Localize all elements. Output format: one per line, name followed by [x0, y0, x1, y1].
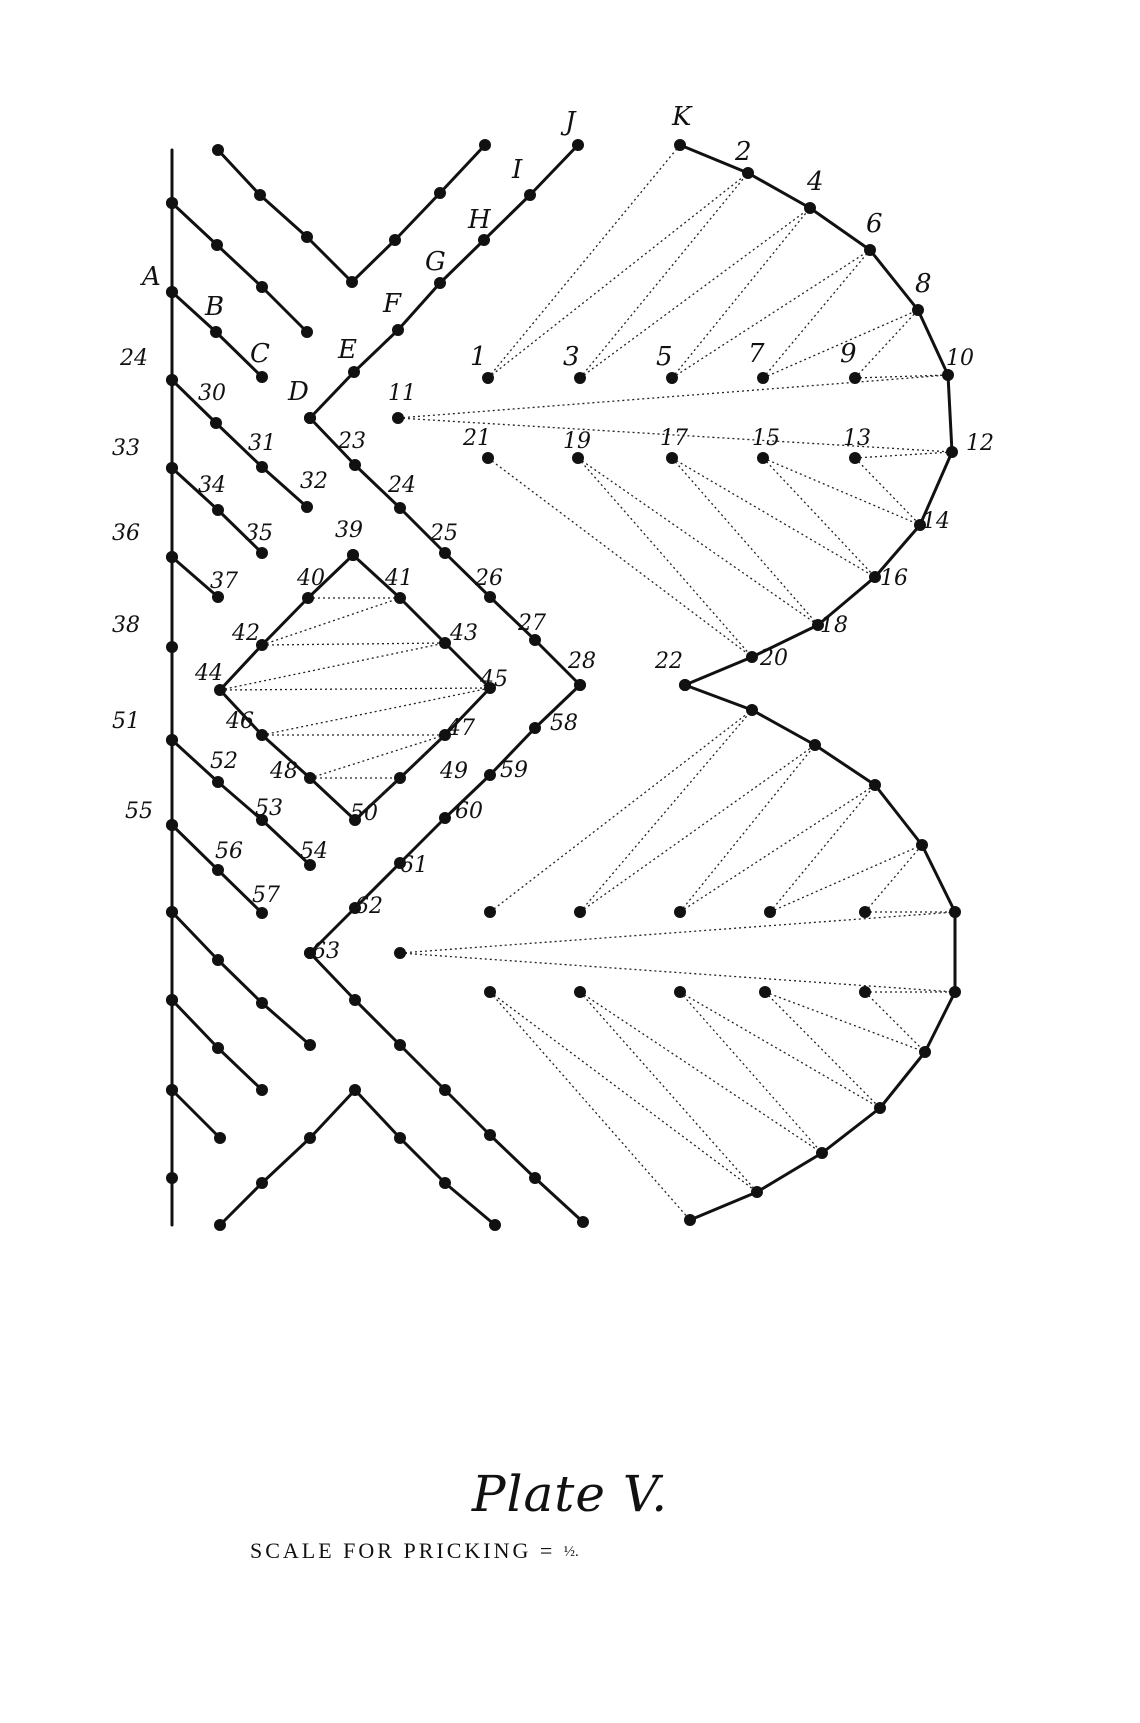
pin-dot — [392, 412, 404, 424]
pin-dot — [746, 651, 758, 663]
pin-dot — [864, 244, 876, 256]
point-label: 52 — [210, 749, 238, 774]
pin-dot — [302, 592, 314, 604]
pin-dot — [751, 1186, 763, 1198]
pin-dot — [166, 286, 178, 298]
pin-dot — [439, 1084, 451, 1096]
pin-dot — [439, 1177, 451, 1189]
pin-dot — [849, 452, 861, 464]
point-label: 51 — [112, 709, 140, 734]
pin-dot — [166, 994, 178, 1006]
pin-dot — [764, 906, 776, 918]
point-label: 26 — [475, 566, 503, 591]
fan-thread — [855, 310, 918, 378]
fan-thread — [763, 458, 920, 525]
pin-dot — [349, 459, 361, 471]
pin-dot — [859, 906, 871, 918]
point-label: 8 — [915, 269, 932, 299]
upper-fan-arc — [680, 145, 952, 685]
pin-dot — [347, 549, 359, 561]
pin-dot — [256, 547, 268, 559]
pin-dot — [394, 1132, 406, 1144]
pin-dot — [529, 1172, 541, 1184]
point-label: I — [512, 155, 523, 185]
pin-dot — [666, 372, 678, 384]
pin-dot — [572, 139, 584, 151]
pin-dot — [212, 144, 224, 156]
pin-dot — [816, 1147, 828, 1159]
pin-dot — [849, 372, 861, 384]
fan-thread — [580, 745, 815, 912]
point-label: 42 — [232, 621, 260, 646]
point-label: 24 — [120, 346, 148, 371]
point-label: 56 — [215, 839, 243, 864]
diamond-thread — [220, 688, 490, 690]
pin-dot — [166, 1084, 178, 1096]
point-label: 38 — [112, 613, 140, 638]
point-label: G — [425, 247, 446, 277]
point-label: K — [672, 102, 692, 132]
point-label: 17 — [660, 426, 688, 451]
pin-dot — [301, 326, 313, 338]
pin-dot — [212, 504, 224, 516]
fan-thread — [680, 785, 875, 912]
point-label: 43 — [450, 621, 478, 646]
fan-thread — [400, 912, 955, 953]
point-label: A — [142, 262, 161, 292]
point-label: 60 — [455, 799, 483, 824]
pin-dot — [916, 839, 928, 851]
point-label: 36 — [112, 521, 140, 546]
fan-thread — [855, 458, 920, 525]
point-label: 18 — [820, 613, 848, 638]
point-label: 22 — [655, 649, 683, 674]
pin-dot — [349, 994, 361, 1006]
pin-dot — [484, 906, 496, 918]
pin-dot — [439, 812, 451, 824]
row-lower-3 — [172, 1090, 220, 1138]
point-label: 34 — [198, 473, 226, 498]
pin-dot — [301, 501, 313, 513]
pin-dot — [256, 729, 268, 741]
point-label: 46 — [226, 709, 254, 734]
pin-dot — [684, 1214, 696, 1226]
point-label: J — [565, 107, 576, 137]
point-label: C — [250, 339, 270, 369]
point-label: 50 — [350, 801, 378, 826]
point-label: 59 — [500, 758, 528, 783]
point-label: 15 — [752, 426, 780, 451]
pin-dot — [394, 502, 406, 514]
plate-title: Plate V. — [471, 1465, 669, 1523]
pin-dot — [301, 231, 313, 243]
pin-dot — [757, 452, 769, 464]
pin-dot — [524, 189, 536, 201]
fan-thread — [765, 992, 925, 1052]
pin-dot — [666, 452, 678, 464]
pin-dot — [349, 1084, 361, 1096]
fan-thread — [490, 992, 757, 1192]
pin-dot — [577, 1216, 589, 1228]
pin-dot — [211, 239, 223, 251]
point-label: 53 — [255, 796, 283, 821]
point-label: 14 — [922, 509, 950, 534]
pin-dot — [574, 906, 586, 918]
pin-dot — [394, 592, 406, 604]
point-label: 54 — [300, 839, 328, 864]
pin-dot — [256, 997, 268, 1009]
point-label: 32 — [300, 469, 328, 494]
pin-dot — [348, 366, 360, 378]
pin-dot — [210, 417, 222, 429]
pin-dot — [212, 1042, 224, 1054]
pin-dot — [166, 641, 178, 653]
pin-dot — [484, 769, 496, 781]
point-label: 21 — [463, 426, 491, 451]
point-label: 57 — [252, 883, 280, 908]
pin-dot — [484, 986, 496, 998]
point-label: 20 — [760, 646, 788, 671]
pin-dot — [809, 739, 821, 751]
fan-thread — [763, 458, 875, 577]
pin-dot — [804, 202, 816, 214]
point-label: 35 — [245, 521, 273, 546]
point-label: 25 — [430, 521, 458, 546]
point-label: 13 — [843, 426, 871, 451]
pin-dot — [166, 374, 178, 386]
point-label: 24 — [388, 473, 416, 498]
pin-dot — [394, 772, 406, 784]
pin-dot — [256, 1177, 268, 1189]
diamond-thread — [262, 598, 400, 645]
fan-thread — [765, 992, 880, 1108]
point-label: 19 — [563, 429, 591, 454]
pin-dot — [214, 1132, 226, 1144]
fan-thread — [400, 953, 955, 992]
diamond-thread — [220, 643, 445, 690]
pin-dot — [166, 197, 178, 209]
fan-thread — [672, 208, 810, 378]
pin-dot — [166, 734, 178, 746]
point-label: 1 — [470, 342, 487, 372]
point-label: 12 — [966, 431, 994, 456]
point-label: 47 — [447, 716, 475, 741]
fan-thread — [578, 458, 752, 657]
fan-thread — [680, 992, 880, 1108]
point-label: 30 — [198, 381, 226, 406]
point-label: F — [383, 289, 402, 319]
pin-dot — [484, 591, 496, 603]
pin-dot — [256, 371, 268, 383]
fan-thread — [490, 710, 752, 912]
row-lower-1 — [172, 912, 310, 1045]
pin-dot — [166, 906, 178, 918]
point-label: 45 — [480, 667, 508, 692]
pin-dot — [949, 986, 961, 998]
pin-dot — [919, 1046, 931, 1058]
point-label: 62 — [355, 894, 383, 919]
point-label: D — [288, 377, 309, 407]
pin-dot — [874, 1102, 886, 1114]
point-label: 33 — [112, 436, 140, 461]
pin-dot — [859, 986, 871, 998]
point-label: B — [205, 292, 225, 322]
pin-dot — [574, 679, 586, 691]
point-label: 6 — [866, 209, 883, 239]
pin-dot — [394, 1039, 406, 1051]
point-label: 23 — [338, 429, 366, 454]
scale-text: SCALE FOR PRICKING = — [250, 1538, 556, 1563]
pin-dot — [674, 139, 686, 151]
point-label: 27 — [518, 611, 546, 636]
point-label: H — [468, 205, 491, 235]
point-label: 4 — [807, 167, 824, 197]
pin-dot — [212, 954, 224, 966]
pin-dot — [212, 864, 224, 876]
point-label: 39 — [335, 518, 363, 543]
pin-dot — [482, 372, 494, 384]
point-label: 44 — [195, 661, 223, 686]
pin-dot — [757, 372, 769, 384]
point-label: 37 — [210, 569, 238, 594]
pin-dot — [389, 234, 401, 246]
fan-thread — [865, 845, 922, 912]
pin-dot — [166, 551, 178, 563]
point-label: 41 — [385, 566, 413, 591]
pin-dot — [478, 234, 490, 246]
point-label: E — [338, 335, 357, 365]
pin-dot — [166, 1172, 178, 1184]
fan-thread — [490, 992, 690, 1220]
pin-dot — [869, 779, 881, 791]
pin-dot — [946, 446, 958, 458]
pin-dot — [482, 452, 494, 464]
pin-dot — [394, 947, 406, 959]
pin-dot — [489, 1219, 501, 1231]
pin-dot — [439, 547, 451, 559]
pin-dot — [434, 277, 446, 289]
pin-dot — [746, 704, 758, 716]
pin-dot — [212, 776, 224, 788]
pin-dot — [256, 907, 268, 919]
pin-dot — [304, 1039, 316, 1051]
pin-dot — [304, 1132, 316, 1144]
diamond-thread — [262, 643, 445, 645]
pin-dot — [166, 462, 178, 474]
fan-thread — [855, 452, 952, 458]
pin-dot — [679, 679, 691, 691]
point-label: 48 — [270, 759, 298, 784]
point-label: 31 — [248, 431, 276, 456]
fan-thread — [578, 458, 818, 625]
pin-dot — [574, 372, 586, 384]
point-label: 2 — [735, 137, 752, 167]
fan-thread — [672, 458, 875, 577]
fan-thread — [488, 173, 748, 378]
bottom-v-chain — [220, 1090, 495, 1225]
pin-dot — [674, 906, 686, 918]
pin-dot — [759, 986, 771, 998]
point-label: 10 — [946, 346, 974, 371]
pin-dot — [574, 986, 586, 998]
pin-dot — [256, 281, 268, 293]
pin-dot — [256, 1084, 268, 1096]
pin-dot — [166, 819, 178, 831]
pin-dot — [210, 326, 222, 338]
point-label: 61 — [400, 853, 428, 878]
scale-caption — [250, 1538, 579, 1564]
point-label: 58 — [550, 711, 578, 736]
pin-dot — [434, 187, 446, 199]
pin-dot — [949, 906, 961, 918]
pin-dot — [346, 276, 358, 288]
point-label: 28 — [568, 649, 596, 674]
fan-thread — [865, 992, 925, 1052]
fan-thread — [580, 992, 822, 1153]
point-label: 49 — [440, 759, 468, 784]
fan-thread — [770, 845, 922, 912]
pin-dot — [529, 722, 541, 734]
point-label: 55 — [125, 799, 153, 824]
pin-dot — [256, 461, 268, 473]
point-label: 5 — [656, 342, 673, 372]
pin-dot — [214, 1219, 226, 1231]
lower-fan-arc — [685, 685, 955, 1220]
point-label: 3 — [563, 342, 580, 372]
fan-thread — [855, 375, 948, 378]
pin-dot — [392, 324, 404, 336]
point-label: 63 — [312, 939, 340, 964]
pin-dot — [912, 304, 924, 316]
fan-thread — [770, 785, 875, 912]
pin-dot — [484, 1129, 496, 1141]
scale-fraction: ½. — [563, 1544, 579, 1560]
fan-thread — [672, 458, 818, 625]
pin-dot — [742, 167, 754, 179]
pin-dot — [304, 772, 316, 784]
point-label: 7 — [748, 339, 765, 369]
point-label: 16 — [880, 566, 908, 591]
point-label: 40 — [297, 566, 325, 591]
point-label: 9 — [840, 339, 857, 369]
point-label: 11 — [388, 381, 416, 406]
fan-thread — [580, 208, 810, 378]
diamond-thread — [310, 735, 445, 778]
pin-dot — [304, 412, 316, 424]
row-1 — [172, 203, 307, 332]
pin-dot — [479, 139, 491, 151]
pin-dot — [254, 189, 266, 201]
pin-dot — [674, 986, 686, 998]
